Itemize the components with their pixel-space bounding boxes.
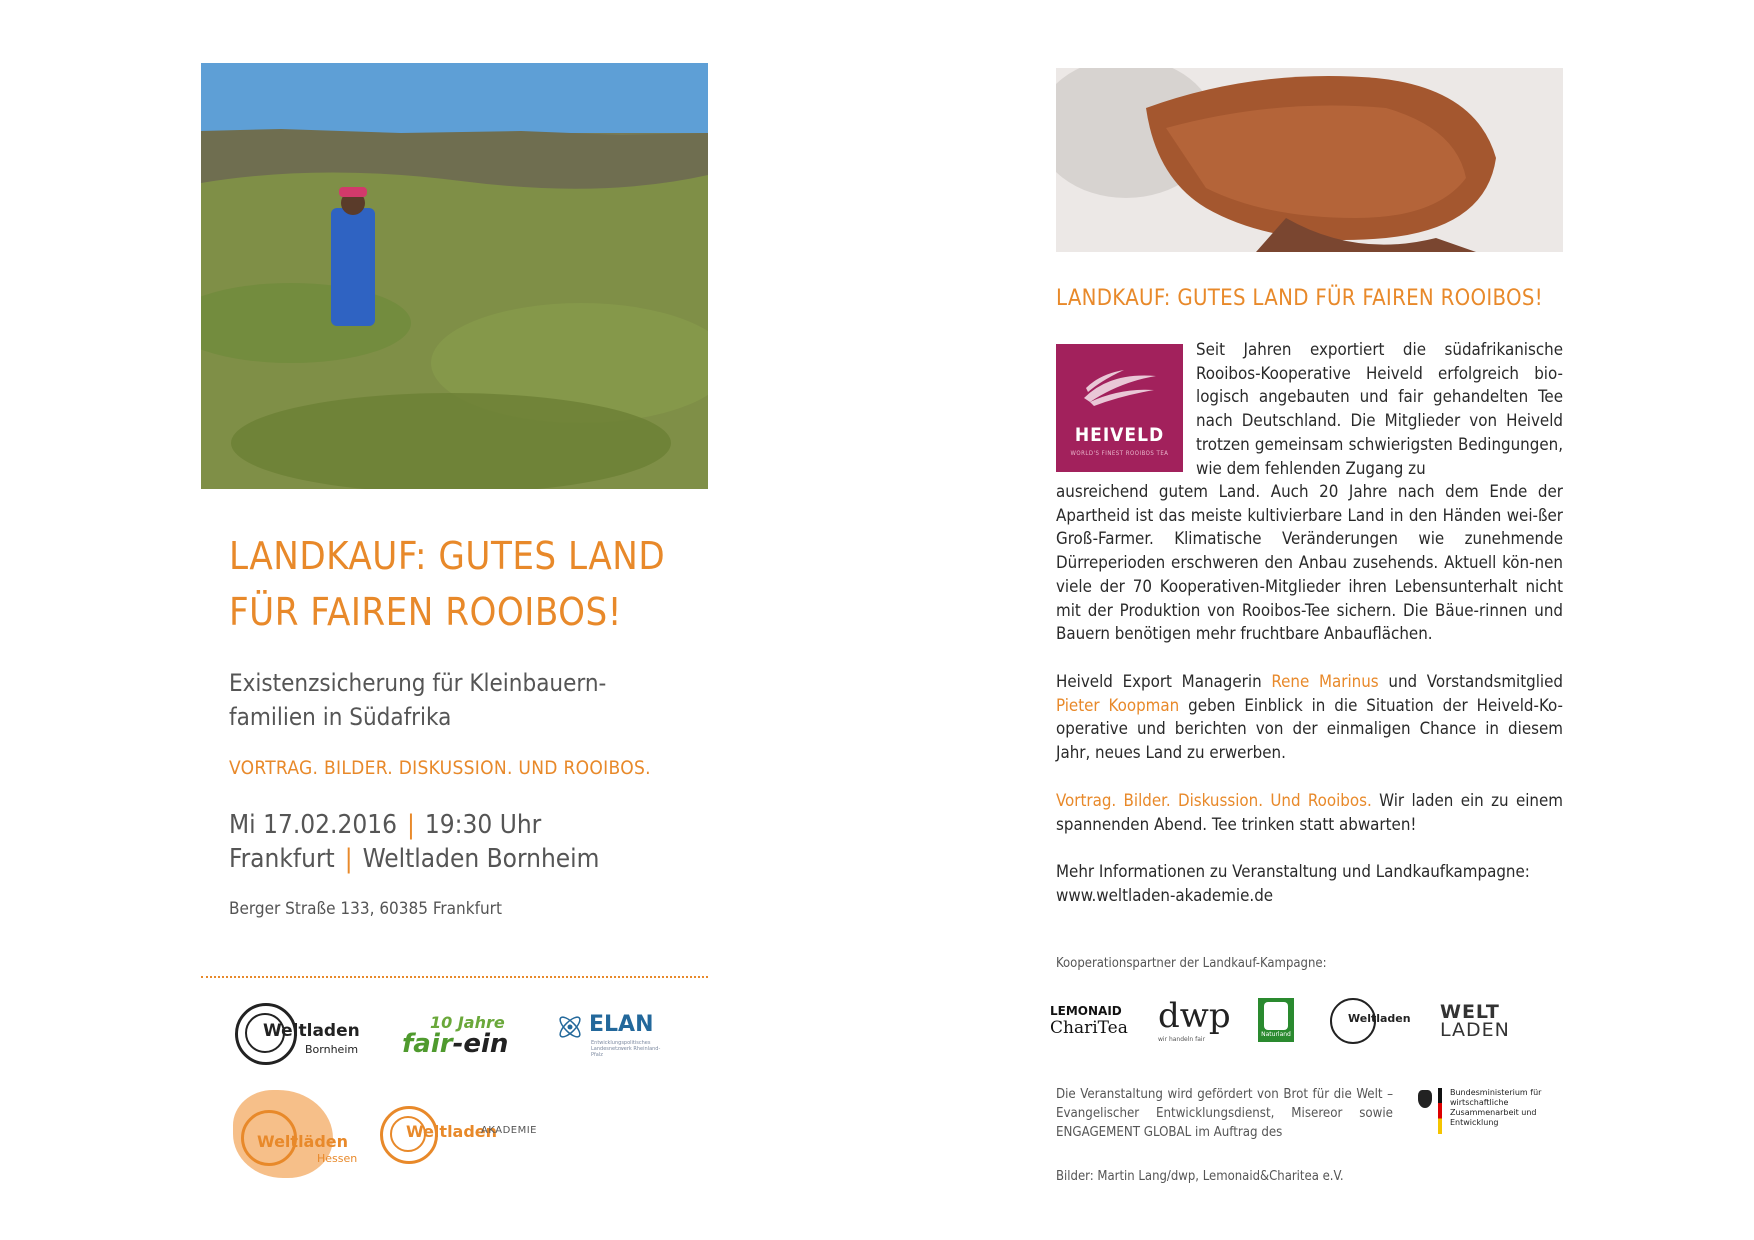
woman-in-field-photo <box>201 63 708 489</box>
logo-name: Weltladen <box>263 1021 360 1041</box>
separator: | <box>407 810 415 840</box>
rooibos-leaf-icon <box>1080 368 1160 406</box>
more-info-text: Mehr Informationen zu Veranstaltung und Landkaufkampagne: <box>1056 861 1530 881</box>
event-time: 19:30 Uhr <box>424 810 542 840</box>
logo-line2: ChariTea <box>1050 1018 1128 1038</box>
logo-sub: Hessen <box>317 1152 358 1165</box>
field-photo-svg <box>201 63 708 489</box>
logo-ein: -ein <box>452 1029 509 1059</box>
logo-jahre: 10 Jahre <box>430 1013 505 1032</box>
heiveld-name: HEIVELD <box>1074 424 1165 446</box>
speakers-text-c: geben Einblick in die Situation der Heiveld-Ko-operative und berichten von der einmaligen Chance in diesem Jahr, neues Land zu erwerben. <box>1056 694 1563 763</box>
event-title-line2: FÜR FAIREN ROOIBOS! <box>229 590 622 634</box>
speaker-name-2: Pieter Koopman <box>1056 694 1180 715</box>
eagle-icon <box>1418 1090 1432 1108</box>
logo-line2: LADEN <box>1440 1019 1510 1041</box>
event-tagline: VORTRAG. BILDER. DISKUSSION. UND ROOIBOS. <box>229 757 651 779</box>
logo-name: dwp <box>1158 996 1231 1036</box>
hands-photo-svg <box>1056 68 1563 252</box>
weltladen-akademie-logo <box>380 1106 540 1166</box>
event-title <box>229 528 709 640</box>
funding-notice: Die Veranstaltung wird gefördert von Brot für die Welt – Evangelischer Entwicklungsdienst, Misereor sowie ENGAGEMENT GLOBAL im Auftrag des <box>1056 1087 1393 1140</box>
lemonaid-charitea-logo <box>1050 1000 1140 1044</box>
event-title-line1: LANDKAUF: GUTES LAND <box>229 534 666 578</box>
event-address: Berger Straße 133, 60385 Frankfurt <box>229 899 502 919</box>
weltladen-dachverband-logo <box>1440 997 1510 1041</box>
speakers-paragraph <box>1056 670 1563 765</box>
event-subtitle-line2: familien in Südafrika <box>229 703 452 731</box>
fair-ein-logo <box>402 1013 522 1063</box>
logo-sub: AKADEMIE <box>481 1125 537 1136</box>
partners-label: Kooperationspartner der Landkauf-Kampagne: <box>1056 956 1327 971</box>
intro-paragraph-wrap: Seit Jahren exportiert die südafrikanische Rooibos-Kooperative Heiveld erfolgreich bio-logisch angebauten und fair gehandelten Tee nach Deutschland. Die Mitglieder von Heiveld trotzen gemeinsam schwierigsten Bedingungen, wie dem fehlenden Zugang zu <box>1196 339 1563 478</box>
heiveld-tagline: WORLD'S FINEST ROOIBOS TEA <box>1070 450 1169 457</box>
logo-sub: wir handeln fair <box>1158 1036 1206 1043</box>
weltladen-partner-logo <box>1330 996 1410 1044</box>
hands-rooibos-photo <box>1056 68 1563 252</box>
elan-logo <box>555 1010 665 1060</box>
logo-sub: Entwicklungspolitisches Landesnetzwerk Rheinland-Pfalz <box>591 1040 661 1058</box>
event-city: Frankfurt <box>229 844 335 874</box>
bmz-name: Bundesministerium für wirtschaftliche Zusammenarbeit und Entwicklung <box>1450 1088 1542 1127</box>
logo-name: Weltladen <box>406 1122 498 1141</box>
atom-icon <box>555 1012 585 1042</box>
weltlaeden-hessen-logo <box>233 1090 358 1180</box>
speaker-name-1: Rene Marinus <box>1271 671 1379 691</box>
german-flag-icon <box>1438 1088 1442 1134</box>
logo-fair-ein <box>402 1029 508 1059</box>
naturland-leaf-icon <box>1264 1002 1288 1030</box>
invitation-text: Wir laden ein zu einem spannenden Abend. Tee trinken statt abwarten! <box>1056 790 1563 834</box>
speakers-text-a: Heiveld Export Managerin <box>1056 671 1272 691</box>
logo-name: Weltladen <box>1348 1012 1411 1025</box>
more-info-paragraph <box>1056 860 1563 907</box>
invitation-paragraph <box>1056 789 1563 836</box>
event-subtitle <box>229 666 689 734</box>
naturland-logo <box>1258 998 1294 1042</box>
bmz-logo <box>1416 1088 1566 1138</box>
logo-line1: WELT <box>1440 1001 1500 1023</box>
event-venue: Weltladen Bornheim <box>362 844 600 874</box>
article-title: LANDKAUF: GUTES LAND FÜR FAIREN ROOIBOS! <box>1056 286 1544 311</box>
event-date-location <box>229 808 599 876</box>
weltladen-bornheim-logo <box>233 1003 373 1065</box>
logo-name: ELAN <box>589 1012 654 1037</box>
logo-line1: LEMONAID <box>1050 1004 1122 1018</box>
location-line <box>229 842 599 876</box>
speakers-text-b: und Vorstandsmitglied <box>1378 671 1564 691</box>
logo-name: Naturland <box>1261 1031 1291 1038</box>
dwp-logo <box>1158 996 1230 1046</box>
invitation-highlight: Vortrag. Bilder. Diskussion. Und Rooibos. <box>1056 790 1372 810</box>
photo-credits: Bilder: Martin Lang/dwp, Lemonaid&Charitea e.V. <box>1056 1169 1344 1184</box>
date-time-line <box>229 808 599 842</box>
event-subtitle-line1: Existenzsicherung für Kleinbauern- <box>229 669 607 697</box>
logo-sub: Bornheim <box>305 1043 359 1056</box>
heiveld-logo <box>1056 344 1183 472</box>
logo-fair: fair <box>402 1029 453 1059</box>
website-link[interactable]: www.weltladen-akademie.de <box>1056 884 1274 905</box>
intro-paragraph-full: ausreichend gutem Land. Auch 20 Jahre nach dem Ende der Apartheid ist das meiste kultivierbare Land in den Händen wei-ßer Groß-Farmer. Klimatische Veränderungen wie zunehmende Dürreperioden erschweren den Anbau zusehends. Aktuell kön-nen viele der 70 Kooperativen-Mitglieder ihren Lebensunterhalt nicht mit der Produktion von Rooibos-Tee sichern. Die Bäue-rinnen und Bauern benötigen mehr fruchtbare Anbauflächen. <box>1056 481 1563 644</box>
logo-name: Weltläden <box>257 1132 349 1151</box>
dotted-divider <box>201 976 708 978</box>
event-date: Mi 17.02.2016 <box>229 810 397 840</box>
separator: | <box>344 844 353 874</box>
